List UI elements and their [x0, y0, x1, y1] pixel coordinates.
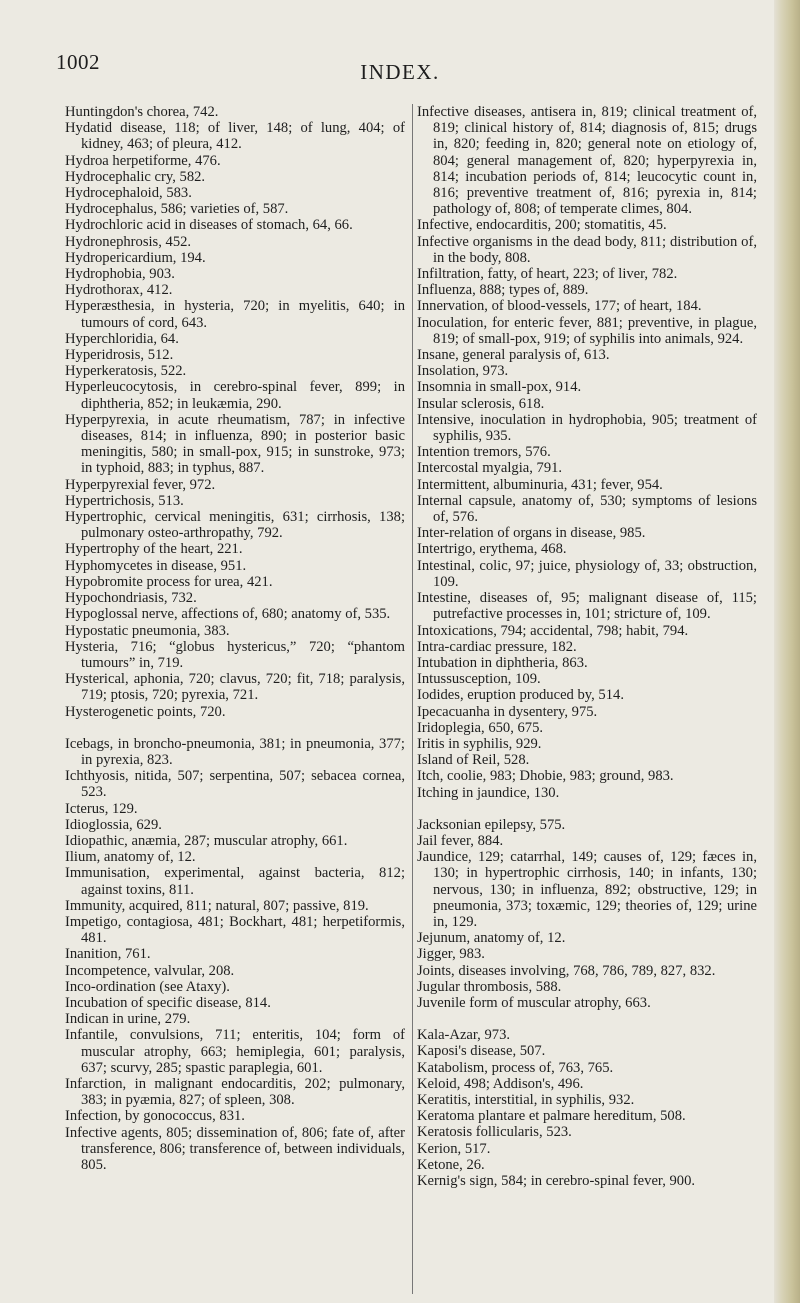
index-entry: Infarction, in malignant endocarditis, 202; pulmonary, 383; in pyæmia, 827; of spleen, 308.	[65, 1075, 405, 1109]
index-entry: Intertrigo, erythema, 468.	[417, 541, 567, 558]
index-entry: Kaposi's disease, 507.	[417, 1043, 546, 1060]
index-entry: Hypertrophic, cervical meningitis, 631; cirrhosis, 138; pulmonary osteo-arthropathy, 792.	[65, 509, 405, 542]
index-entry: Inanition, 761.	[65, 946, 151, 963]
index-entry: Island of Reil, 528.	[417, 752, 530, 769]
index-entry: Hydrocephaloid, 583.	[65, 185, 192, 202]
index-entry: Intestine, diseases of, 95; malignant disease of, 115; putrefactive processes in, 101; stricture of, 109.	[417, 590, 757, 623]
index-entry: Intercostal myalgia, 791.	[417, 460, 563, 477]
index-entry: Hypostatic pneumonia, 383.	[65, 622, 230, 639]
index-entry: Juvenile form of muscular atrophy, 663.	[417, 994, 651, 1011]
index-entry: Hysterogenetic points, 720.	[65, 703, 226, 720]
index-entry: Jail fever, 884.	[417, 832, 504, 849]
index-entry: Ipecacuanha in dysentery, 975.	[417, 703, 598, 720]
index-column-left	[65, 104, 405, 1173]
index-entry: Hydrocephalus, 586; varieties of, 587.	[65, 201, 289, 218]
index-entry: Icterus, 129.	[65, 800, 138, 817]
index-entry: Jaundice, 129; catarrhal, 149; causes of, 129; fæces in, 130; in hypertrophic cirrhosis, 140; in infants, 130; nervous, 130; in influenza, 892; obstructive, 129; in pneumonia, 373; toxæmic, 129; theories of, 129; urine in, 129.	[417, 849, 757, 930]
index-entry: Itching in jaundice, 130.	[417, 784, 560, 801]
index-entry: Hyperidrosis, 512.	[65, 347, 174, 364]
index-entry: Jigger, 983.	[417, 946, 485, 963]
index-entry: Intussusception, 109.	[417, 671, 541, 688]
index-entry: Hyperæsthesia, in hysteria, 720; in myelitis, 640; in tumours of cord, 643.	[65, 298, 405, 331]
index-entry: Hyperleucocytosis, in cerebro-spinal fever, 899; in diphtheria, 852; in leukæmia, 290.	[65, 379, 405, 412]
index-entry: Keratitis, interstitial, in syphilis, 932.	[417, 1091, 635, 1108]
index-entry: Itch, coolie, 983; Dhobie, 983; ground, 983.	[417, 768, 674, 785]
index-entry: Infective organisms in the dead body, 811; distribution of, in the body, 808.	[417, 233, 757, 266]
index-column-right	[412, 104, 757, 1294]
index-entry: Jacksonian epilepsy, 575.	[417, 816, 566, 833]
page-heading: INDEX.	[360, 60, 440, 84]
index-entry: Kerion, 517.	[417, 1140, 491, 1157]
index-entry: Hydrophobia, 903.	[65, 266, 175, 283]
index-entry: Intra-cardiac pressure, 182.	[417, 638, 577, 655]
page-edge	[774, 0, 800, 1303]
index-entry: Hysterical, aphonia, 720; clavus, 720; fit, 718; paralysis, 719; ptosis, 720; pyrexia, 721.	[65, 671, 405, 704]
index-entry: Huntingdon's chorea, 742.	[65, 104, 219, 120]
index-entry: Influenza, 888; types of, 889.	[417, 282, 589, 299]
index-entry: Hysteria, 716; “globus hystericus,” 720; “phantom tumours” in, 719.	[65, 638, 405, 671]
index-entry: Insane, general paralysis of, 613.	[417, 347, 610, 364]
index-entry: Idiopathic, anæmia, 287; muscular atrophy, 661.	[65, 832, 348, 849]
index-entry: Indican in urine, 279.	[65, 1011, 191, 1028]
index-entry: Intermittent, albuminuria, 431; fever, 954.	[417, 476, 663, 493]
index-entry: Hyperkeratosis, 522.	[65, 363, 187, 380]
index-entry: Hydrochloric acid in diseases of stomach, 64, 66.	[65, 217, 353, 234]
index-entry: Hypobromite process for urea, 421.	[65, 573, 273, 590]
index-entry: Iritis in syphilis, 929.	[417, 735, 542, 752]
index-entry: Infiltration, fatty, of heart, 223; of liver, 782.	[417, 266, 678, 283]
index-entry: Innervation, of blood-vessels, 177; of heart, 184.	[417, 298, 702, 315]
index-entry: Infective agents, 805; dissemination of, 806; fate of, after transference, 806; transference of, between individuals, 805.	[65, 1124, 405, 1173]
index-entry: Inoculation, for enteric fever, 881; preventive, in plague, 819; of small-pox, 919; of syphilis into animals, 924.	[417, 314, 757, 347]
index-entry: Insular sclerosis, 618.	[417, 395, 545, 412]
index-entry: Hydrothorax, 412.	[65, 282, 173, 299]
index-entry: Katabolism, process of, 763, 765.	[417, 1059, 614, 1076]
index-entry: Impetigo, contagiosa, 481; Bockhart, 481; herpetiformis, 481.	[65, 913, 405, 947]
index-entry: Insomnia in small-pox, 914.	[417, 379, 582, 396]
index-entry: Hydronephrosis, 452.	[65, 233, 192, 250]
index-entry: Immunisation, experimental, against bacteria, 812; against toxins, 811.	[65, 865, 405, 898]
index-entry: Intoxications, 794; accidental, 798; habit, 794.	[417, 622, 689, 639]
index-entry: Hyphomycetes in disease, 951.	[65, 557, 247, 574]
index-entry: Inter-relation of organs in disease, 985.	[417, 525, 646, 542]
index-entry: Iridoplegia, 650, 675.	[417, 719, 544, 736]
index-entry: Ilium, anatomy of, 12.	[65, 849, 196, 866]
index-entry: Joints, diseases involving, 768, 786, 789, 827, 832.	[417, 962, 716, 979]
index-entry: Hyperpyrexial fever, 972.	[65, 476, 216, 493]
index-entry: Inco-ordination (see Ataxy).	[65, 978, 230, 995]
index-entry: Intestinal, colic, 97; juice, physiology of, 33; obstruction, 109.	[417, 557, 757, 590]
index-entry: Hypoglossal nerve, affections of, 680; anatomy of, 535.	[65, 606, 391, 623]
index-entry: Infantile, convulsions, 711; enteritis, 104; form of muscular atrophy, 663; hemiplegia, 601; paralysis, 637; scurvy, 285; spastic paraplegia, 601.	[65, 1027, 405, 1076]
index-entry: Infective diseases, antisera in, 819; clinical treatment of, 819; clinical history of, 814; diagnosis of, 815; drugs in, 820; feeding in, 820; general note on etiology of, 804; general management of, 820; hyperpyrexia in, 814; incubation periods of, 814; leucocytic count in, 816; preventive treatment of, 816; pyrexia in, 814; pathology of, 808; of temperate climes, 804.	[417, 104, 757, 218]
index-entry: Keratosis follicularis, 523.	[417, 1124, 572, 1141]
index-entry: Icebags, in broncho-pneumonia, 381; in pneumonia, 377; in pyrexia, 823.	[65, 735, 405, 768]
index-entry: Ichthyosis, nitida, 507; serpentina, 507; sebacea cornea, 523.	[65, 768, 405, 801]
index-entry: Hydrocephalic cry, 582.	[65, 168, 206, 185]
index-entry: Intubation in diphtheria, 863.	[417, 654, 588, 671]
index-entry: Jugular thrombosis, 588.	[417, 978, 562, 995]
index-entry: Hyperpyrexia, in acute rheumatism, 787; in infective diseases, 814; in influenza, 890; in posterior basic meningitis, 580; in small-pox, 915; in sunstroke, 973; in typhoid, 883; in typhus, 887.	[65, 411, 405, 477]
index-entry: Insolation, 973.	[417, 363, 509, 380]
index-entry: Ketone, 26.	[417, 1156, 485, 1173]
index-entry: Kala-Azar, 973.	[417, 1027, 511, 1044]
index-entry: Hypertrichosis, 513.	[65, 492, 184, 509]
index-entry: Keloid, 498; Addison's, 496.	[417, 1075, 584, 1092]
index-entry: Intention tremors, 576.	[417, 444, 551, 461]
index-entry: Immunity, acquired, 811; natural, 807; passive, 819.	[65, 897, 369, 914]
index-entry: Intensive, inoculation in hydrophobia, 905; treatment of syphilis, 935.	[417, 411, 757, 445]
index-entry: Idioglossia, 629.	[65, 816, 162, 833]
index-entry: Internal capsule, anatomy of, 530; symptoms of lesions of, 576.	[417, 492, 757, 526]
index-entry: Jejunum, anatomy of, 12.	[417, 930, 566, 947]
index-entry: Hyperchloridia, 64.	[65, 330, 179, 347]
index-entry: Iodides, eruption produced by, 514.	[417, 687, 624, 704]
index-entry: Incubation of specific disease, 814.	[65, 994, 271, 1011]
index-entry: Infection, by gonococcus, 831.	[65, 1108, 245, 1125]
page-number: 1002	[56, 50, 100, 74]
index-entry: Hydroa herpetiforme, 476.	[65, 152, 221, 169]
index-entry: Hydropericardium, 194.	[65, 249, 206, 266]
index-entry: Incompetence, valvular, 208.	[65, 962, 235, 979]
index-entry: Infective, endocarditis, 200; stomatitis, 45.	[417, 217, 667, 234]
index-entry: Keratoma plantare et palmare hereditum, 508.	[417, 1108, 686, 1125]
index-entry: Kernig's sign, 584; in cerebro-spinal fever, 900.	[417, 1173, 696, 1189]
index-entry: Hypochondriasis, 732.	[65, 590, 197, 607]
index-entry: Hydatid disease, 118; of liver, 148; of lung, 404; of kidney, 463; of pleura, 412.	[65, 120, 405, 153]
index-entry: Hypertrophy of the heart, 221.	[65, 541, 243, 558]
